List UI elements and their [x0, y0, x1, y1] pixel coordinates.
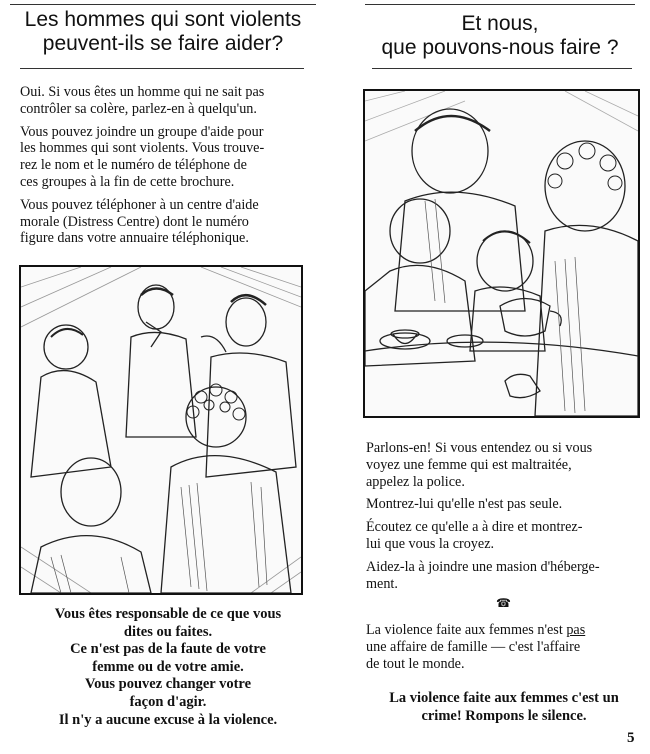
left-paragraph-2	[20, 124, 320, 191]
right-paragraph-3	[366, 519, 642, 553]
right-paragraph-2	[366, 496, 642, 513]
sketch-drawing	[21, 267, 301, 593]
underlined-word: pas	[566, 622, 586, 638]
bold-line: femme ou de votre amie.	[92, 658, 244, 675]
right-closing	[366, 622, 642, 678]
text-line: lui que vous la croyez.	[366, 535, 495, 552]
text-line: Écoutez ce qu'elle a à dire et montrez-	[366, 519, 583, 536]
closing-paragraph	[366, 622, 642, 672]
left-title-line: Les hommes qui sont violents	[24, 8, 302, 31]
text-line: Parlons-en! Si vous entendez ou si vous	[366, 440, 593, 456]
right-title-line: que pouvons-nous faire ?	[381, 36, 619, 59]
text-line: La violence faite aux femmes n'est	[366, 622, 567, 638]
left-title	[8, 8, 318, 56]
right-bold-statement	[360, 690, 648, 725]
right-title	[360, 12, 640, 60]
text-line: figure dans votre annuaire téléphonique.	[20, 230, 249, 247]
text-line: ment.	[366, 575, 398, 592]
text-line: morale (Distress Centre) dont le numéro	[20, 213, 249, 230]
text-line: Aidez-la à joindre une masion d'héberge-	[366, 558, 600, 575]
bold-line: dites ou faites.	[123, 623, 213, 640]
page-number: 5	[627, 730, 635, 746]
bold-line: Vous pouvez changer votre	[84, 676, 252, 693]
left-title-underline	[20, 68, 304, 69]
sketch-drawing	[365, 91, 638, 416]
right-paragraph-4	[366, 559, 642, 593]
women-at-table-sketch	[363, 89, 640, 418]
men-support-group-sketch	[19, 265, 303, 595]
text-line: une affaire de famille — c'est l'affaire	[366, 638, 581, 655]
left-title-line: peuvent-ils se faire aider?	[42, 32, 284, 55]
text-line: Vous pouvez joindre un groupe d'aide pour	[20, 123, 264, 140]
left-top-rule	[10, 4, 316, 5]
left-bold-statements	[20, 606, 316, 729]
left-body	[20, 84, 320, 253]
text-line: contrôler sa colère, parlez-en à quelqu'un.	[20, 100, 257, 117]
text-line: rez le nom et le numéro de téléphone de	[20, 157, 247, 174]
bold-line: façon d'agir.	[129, 693, 207, 710]
text-line: appelez la police.	[366, 473, 465, 490]
right-body	[366, 440, 642, 598]
bold-line: Ce n'est pas de la faute de votre	[70, 641, 266, 658]
text-line: les hommes qui sont violents. Vous trouve-	[20, 140, 265, 157]
right-title-line: Et nous,	[461, 12, 539, 35]
bold-line: Vous êtes responsable de ce que vous	[54, 606, 282, 622]
text-line: voyez une femme qui est maltraitée,	[366, 456, 572, 473]
left-paragraph-3	[20, 197, 320, 247]
bold-line: La violence faite aux femmes c'est un	[389, 690, 619, 706]
text-line: Oui. Si vous êtes un homme qui ne sait pas	[20, 84, 265, 100]
right-title-underline	[372, 68, 632, 69]
text-line: ces groupes à la fin de cette brochure.	[20, 173, 235, 190]
text-line: Vous pouvez téléphoner à un centre d'aide	[20, 196, 259, 213]
telephone-icon: ☎	[496, 596, 511, 610]
bold-line: Il n'y a aucune excuse à la violence.	[58, 711, 278, 728]
right-top-rule	[365, 4, 635, 5]
text-line: de tout le monde.	[366, 655, 465, 672]
right-paragraph-1	[366, 440, 642, 490]
text-line: Montrez-lui qu'elle n'est pas seule.	[366, 496, 563, 513]
bold-line: crime! Rompons le silence.	[421, 707, 587, 724]
left-paragraph-1	[20, 84, 320, 118]
